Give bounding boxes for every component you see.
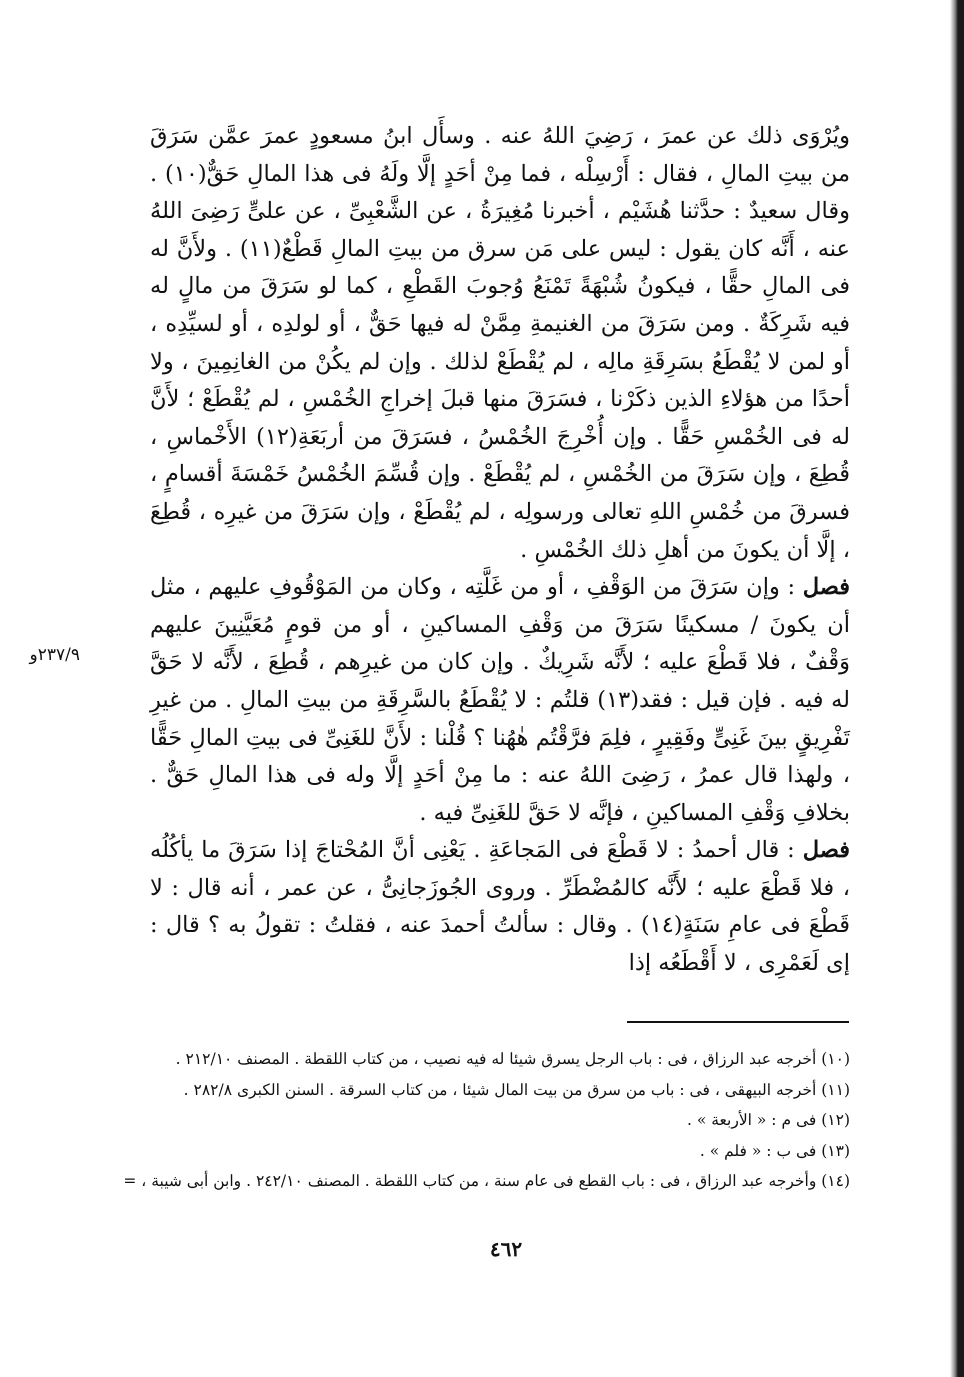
main-text (150, 118, 850, 983)
footnote-12: (١٢) فى م : « الأربعة » . (686, 1111, 850, 1129)
footnote-14: (١٤) وأخرجه عبد الرزاق ، فى : باب القطع فى عام سنة ، من كتاب اللقطة . المصنف ٢٤٢/١٠ . وابن أبى شيبة ، = (123, 1172, 850, 1190)
footnotes (123, 1044, 850, 1197)
paragraph-3 (150, 832, 850, 982)
footnote-11: (١١) أخرجه البيهقى ، فى : باب من سرق من بيت المال شيئا ، من كتاب السرقة . السنن الكبرى ٢٨٢/٨ . (183, 1080, 850, 1099)
page-number: ٤٦٢ (489, 1237, 523, 1261)
fasl-label-1: فصل (802, 574, 850, 601)
fasl-label-2: فصل (802, 837, 850, 864)
footnote-13: (١٣) فى ب : « فلم » . (699, 1141, 850, 1160)
paragraph-3-text: : قال أحمدُ : لا قَطْعَ فى المَجاعَةِ . يَعْنِى أنَّ المُحْتاجَ إذا سَرَقَ ما يأكُلُه ، فلا قَطْعَ عليه ؛ لأَنَّه كالمُضْطَرِّ . وروى الجُوزَجانِىُّ ، عن عمر ، أنه قال : لا قَطْعَ فى عامِ سَنَةٍ(١٤) . وقال : سألتُ أحمدَ عنه ، فقلتُ : تقولُ به ؟ قال : إى لَعَمْرِى ، لا أَقْطَعُه إذا (150, 837, 850, 977)
footnote-10: (١٠) أخرجه عبد الرزاق ، فى : باب الرجل يسرق شيئا له فيه نصيب ، من كتاب اللقطة . المصنف ٢١٢/١٠ . (175, 1050, 850, 1068)
paragraph-2 (150, 569, 850, 832)
paragraph-2-text: : وإن سَرَقَ من الوَقْفِ ، أو من غَلَّتِه ، وكان من المَوْقُوفِ عليهم ، مثل أن يكونَ / مسكينًا سَرَقَ من وَقْفِ المساكينِ ، أو من قومٍ مُعَيَّنِينَ عليهم وَقْفٌ ، فلا قَطْعَ عليه ؛ لأَنَّه شَرِيكٌ . وإن كان من غيرِهم ، قُطِعَ ، لأَنَّه لا حَقَّ له فيه . فإن قيل : فقد(١٣) قلتُم : لا يُقْطَعُ بالسَّرِقَةِ من بيتِ المالِ . من غيرِ تَفْرِيقٍ بينَ غَنِىٍّ وفَقِيرٍ ، فلِمَ فرَّقْتُم هٰهُنا ؟ قُلْنا : لأَنَّ للغَنِىِّ فى بيتِ المالِ حَقًّا ، ولهذا قال عمرُ ، رَضِىَ اللهُ عنه : ما مِنْ أحَدٍ إلَّا وله فى هذا المالِ حَقٌّ . بخلافِ وَقْفِ المساكينِ ، فإنَّه لا حَقَّ للغَنِىِّ فيه . (150, 574, 850, 826)
margin-reference: ٢٣٧/٩و (29, 645, 80, 665)
scan-edge (950, 0, 964, 1377)
paragraph-1: ويُرْوَى ذلك عن عمرَ ، رَضِيَ اللهُ عنه . وسأَل ابنُ مسعودٍ عمرَ عمَّن سَرَقَ من بيتِ المالِ ، فقال : أَرْسِلْه ، فما مِنْ أحَدٍ إلَّا ولَهُ فى هذا المالِ حَقٌّ(١٠) . وقال سعيدٌ : حدَّثنا هُشَيْم ، أخبرنا مُغِيرَةُ ، عن الشَّعْبِىِّ ، عن علىٍّ رَضِىَ اللهُ عنه ، أَنَّه كان يقول : ليس على مَن سرق من بيتِ المالِ قَطْعٌ(١١) . ولأَنَّ له فى المالِ حقًّا ، فيكونُ شُبْهَةً تَمْنَعُ وُجوبَ القَطْعِ ، كما لو سَرَقَ من مالٍ له فيه شَرِكَةٌ . ومن سَرَقَ من الغنيمةِ مِمَّنْ له فيها حَقٌّ ، أو لولدِه ، أو لسيِّدِه ، أو لمن لا يُقْطَعُ بسَرِقَةِ مالِه ، لم يُقْطَعْ لذلك . وإن لم يكُنْ من الغانِمِينَ ، ولا أحدًا من هؤلاءِ الذين ذكَرْنا ، فسَرَقَ منها قبلَ إخراجِ الخُمْسِ ، لم يُقْطَعْ ؛ لأَنَّ له فى الخُمْسِ حَقًّا . وإن أُخْرِجَ الخُمْسُ ، فسَرَقَ من أربَعَةِ(١٢) الأَخْماسِ ، قُطِعَ ، وإن سَرَقَ من الخُمْسِ ، لم يُقْطَعْ . وإن قُسِّمَ الخُمْسُ خَمْسَةَ أقسامٍ ، فسرقَ من خُمْسِ اللهِ تعالى ورسولِه ، لم يُقْطَعْ ، وإن سَرَقَ من غيرِه ، قُطِعَ ، إلَّا أن يكونَ من أهلِ ذلك الخُمْسِ . (150, 123, 850, 563)
footnote-separator (627, 1021, 849, 1023)
